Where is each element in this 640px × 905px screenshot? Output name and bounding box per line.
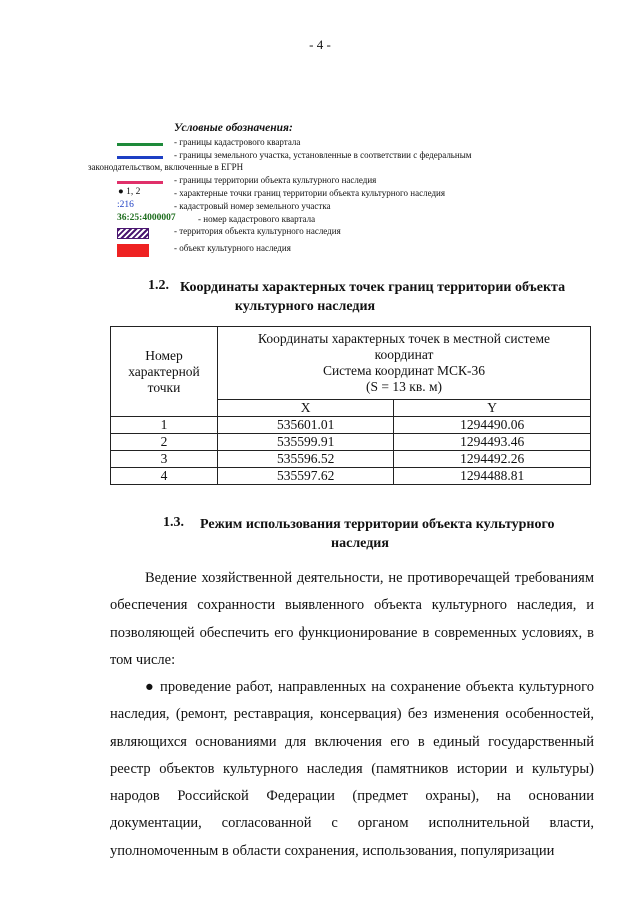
table-row: 1 535601.01 1294490.06 xyxy=(111,417,591,434)
legend-text-1: - границы кадастрового квартала xyxy=(174,137,301,147)
legend-text-2-cont: законодательством, включенные в ЕГРН xyxy=(88,162,244,172)
y-header: Y xyxy=(394,400,591,417)
section-1-2-number: 1.2. xyxy=(148,278,169,293)
legend-text-6: - номер кадастрового квартала xyxy=(198,214,316,224)
section-1-2-title-line1: Координаты характерных точек границ территории объекта xyxy=(180,280,566,295)
section-1-3-number: 1.3. xyxy=(163,515,184,530)
hatch-swatch xyxy=(117,228,149,239)
legend-mark-quarter: 36:25:4000007 xyxy=(117,213,176,223)
section-1-3-title-line1: Режим использования территории объекта культурного xyxy=(200,517,555,532)
red-swatch xyxy=(117,244,149,257)
body-paragraph-2: ● проведение работ, направленных на сохранение объекта культурного наследия, (ремонт, реставрация, консервация) без изменения особенностей, являющихся основаниями для включения его в единый государственный реестр объектов культурного наследия (памятников истории и культуры) народов Российской Федерации (предмет охраны), на основании документации, согласованной с органом исполнительной власти, уполномоченным в области сохранения, использования, популяризации xyxy=(110,679,594,859)
legend-title: Условные обозначения: xyxy=(174,122,293,134)
legend-text-4: - характерные точки границ территории объекта культурного наследия xyxy=(174,188,445,198)
x-header: X xyxy=(218,400,394,417)
table-row: 2 535599.91 1294493.46 xyxy=(111,434,591,451)
legend-text-3: - границы территории объекта культурного наследия xyxy=(174,175,377,185)
coordinates-header: Координаты характерных точек в местной системе координат Система координат МСК-36 (S = 13 кв. м) xyxy=(218,327,591,400)
legend-line-pink xyxy=(117,181,163,184)
legend-text-7: - территория объекта культурного наследия xyxy=(174,226,341,236)
legend-line-green xyxy=(117,143,163,146)
coordinates-table xyxy=(110,326,591,485)
body-paragraph-1: Ведение хозяйственной деятельности, не противоречащей требованиям обеспечения сохранности выявленного объекта культурного наследия, и позволяющей обеспечить его функционирование в современных условиях, в том числе: xyxy=(110,570,594,668)
point-number-header: Номер характерной точки xyxy=(111,327,218,417)
table-row: 4 535597.62 1294488.81 xyxy=(111,468,591,485)
legend-text-5: - кадастровый номер земельного участка xyxy=(174,201,331,211)
legend-mark-cadastral: :216 xyxy=(117,200,134,210)
page-number: - 4 - xyxy=(309,37,331,52)
legend-line-blue xyxy=(117,156,163,159)
legend-text-8: - объект культурного наследия xyxy=(174,243,291,253)
legend-mark-points: ● 1, 2 xyxy=(118,187,141,197)
table-row: 3 535596.52 1294492.26 xyxy=(111,451,591,468)
section-1-2-title-line2: культурного наследия xyxy=(234,299,376,314)
section-1-3-title-line2: наследия xyxy=(331,536,389,551)
legend-text-2: - границы земельного участка, установленные в соответствии с федеральным xyxy=(174,150,472,160)
